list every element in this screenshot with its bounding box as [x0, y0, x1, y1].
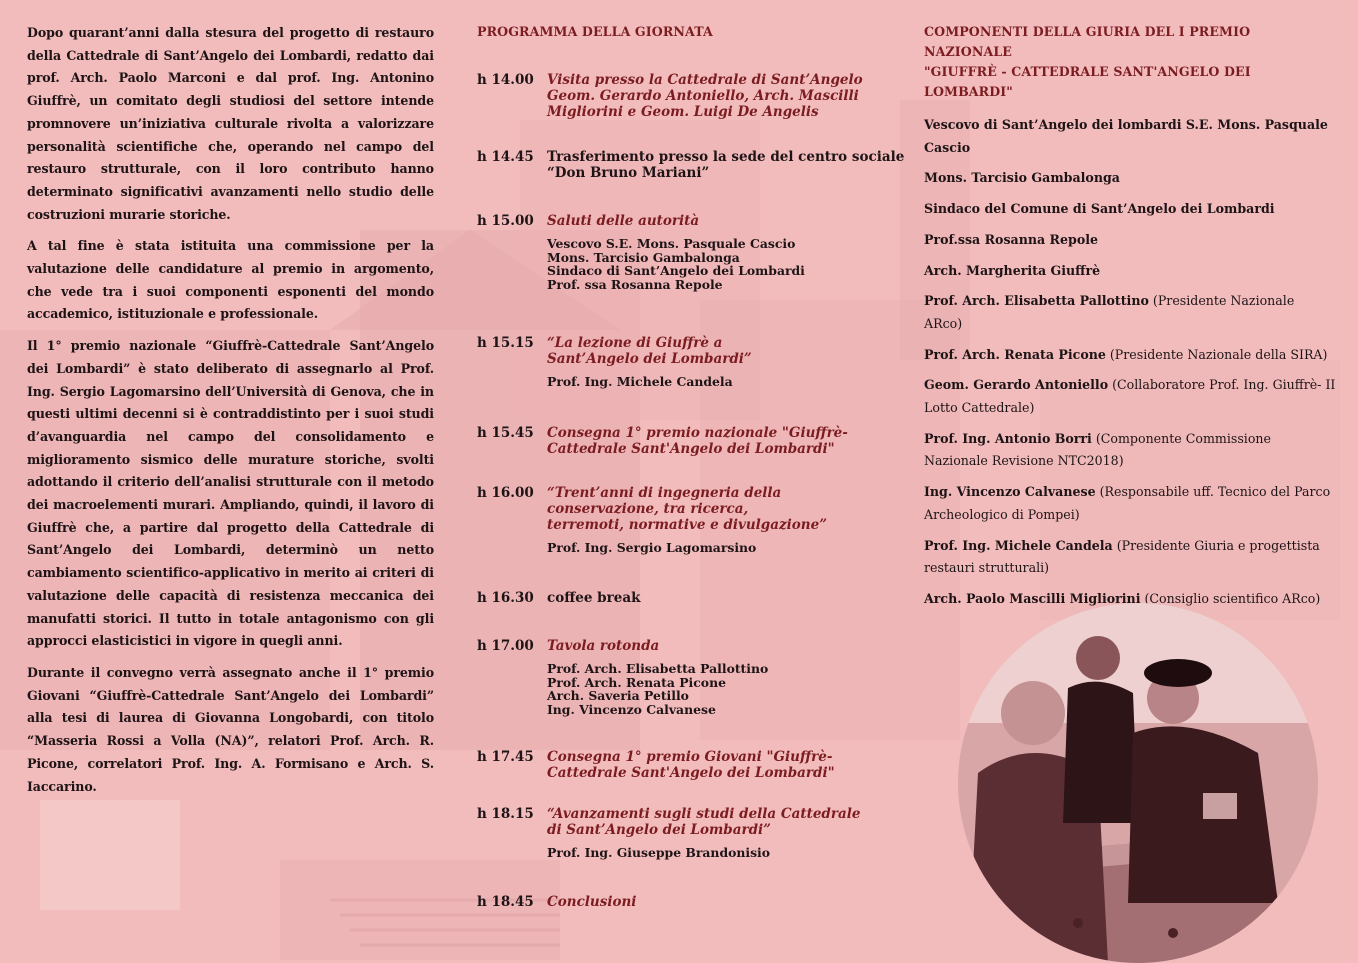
programme-title-text: Consegna 1° premio nazionale "Giuffrè-Cattedrale Sant'Angelo dei Lombardi": [547, 425, 848, 457]
jury-member: Sindaco del Comune di Sant’Angelo dei Lombardi: [924, 201, 1275, 217]
intro-paragraph: Il 1° premio nazionale “Giuffrè-Cattedrale Sant’Angelo dei Lombardi” è stato deliberato di assegnarlo al Prof. Ing. Sergio Lagomarsino dell’Università di Genova, che in questi ultimi decenni si è contraddistinto per i suoi studi d’avanguardia nel campo del consolidamento e miglioramento sismico delle murature storiche, svolti adottando il criterio dell’analisi strutturale con il metodo dei macroelementi murari. Ampliando, quindi, il lavoro di Giuffrè che, a partire dal progetto della Cattedrale di Sant’Angelo dei Lombardi, determinò un netto cambiamento scientifico-applicativo in merito ai criteri di valutazione delle capacità di resistenza meccanica dei manufatti storici. Il tutto in totale antagonismo con gli approcci elasticistici in vigore in quegli anni.: [27, 338, 434, 649]
programme-title-text: “La lezione di Giuffrè a Sant’Angelo dei Lombardi”: [547, 335, 752, 367]
jury-member: Arch. Paolo Mascilli Migliorini (Consiglio scientifico ARco): [924, 590, 1321, 606]
programme-item: [477, 749, 907, 781]
programme-item: [477, 590, 907, 606]
programme-speaker: Sindaco di Sant’Angelo dei Lombardi: [547, 263, 805, 278]
jury-member: Geom. Gerardo Antoniello (Collaboratore Prof. Ing. Giuffrè- II Lotto Cattedrale): [924, 377, 1336, 416]
jury-member: Vescovo di Sant’Angelo dei lombardi S.E. Mons. Pasquale Cascio: [924, 117, 1328, 155]
jury-member: Prof.ssa Rosanna Repole: [924, 231, 1099, 247]
programme-speaker: Prof. Arch. Elisabetta Pallottino: [547, 661, 769, 676]
programme-speaker: Prof. Arch. Renata Picone: [547, 674, 726, 690]
programme-speaker: Ing. Vincenzo Calvanese: [547, 701, 716, 717]
programme-item: [477, 213, 907, 291]
jury-member: Prof. Arch. Elisabetta Pallottino (Presidente Nazionale ARco): [924, 293, 1295, 331]
programme-item: [477, 425, 907, 457]
jury-member: Ing. Vincenzo Calvanese (Responsabile uff. Tecnico del Parco Archeologico di Pompei): [924, 484, 1331, 522]
programme-speaker: Prof. Ing. Sergio Lagomarsino: [547, 540, 757, 555]
intro-column: [27, 22, 434, 807]
programme-time: h 15.15: [477, 335, 534, 351]
programme-title-text: Visita presso la Cattedrale di Sant’Angelo Geom. Gerardo Antoniello, Arch. Mascilli Migliorini e Geom. Luigi De Angelis: [547, 72, 863, 120]
programme-item: [477, 638, 907, 716]
intro-paragraph: A tal fine è stata istituita una commissione per la valutazione delle candidature al premio in argomento, che vede tra i suoi componenti esponenti del mondo accademico, istituzionale e professionale.: [27, 238, 434, 322]
jury-member: Arch. Margherita Giuffrè: [924, 262, 1101, 278]
programme-item: [477, 335, 907, 389]
programme-item: [477, 149, 907, 181]
intro-paragraph: Dopo quarant’anni dalla stesura del progetto di restauro della Cattedrale di Sant’Angelo dei Lombardi, redatto dai prof. Arch. Paolo Marconi e dal prof. Ing. Antonino Giuffrè, un comitato degli studiosi del settore intende promnovere un’iniziativa culturale rivolta a valorizzare personalità scientifiche che, operando nel campo del restauro strutturale, con il loro contributo hanno determinato significativi avanzamenti nello studio delle costruzioni murarie storiche.: [27, 25, 434, 222]
programme-speaker: Prof. ssa Rosanna Repole: [547, 276, 723, 292]
programme-item: [477, 806, 907, 860]
programme-time: h 15.00: [477, 213, 534, 229]
intro-paragraph: Durante il convegno verrà assegnato anche il 1° premio Giovani “Giuffrè-Cattedrale Sant’Angelo dei Lombardi” alla tesi di laurea di Giovanna Longobardi, con titolo “Masseria Rossi a Volla (NA)”, relatori Prof. Arch. R. Picone, correlatori Prof. Ing. A. Formisano e Arch. S. Iaccarino.: [27, 664, 434, 794]
programme-time: h 17.45: [477, 749, 534, 765]
programme-title-text: coffee break: [547, 590, 641, 606]
programme-time: h 16.00: [477, 485, 534, 501]
jury-member: Mons. Tarcisio Gambalonga: [924, 170, 1120, 186]
programme-time: h 18.45: [477, 894, 534, 910]
programme-speaker: Prof. Ing. Michele Candela: [547, 374, 733, 389]
programme-time: h 18.15: [477, 806, 534, 822]
programme-title-text: “Avanzamenti sugli studi della Cattedrale di Sant’Angelo dei Lombardi”: [547, 806, 861, 838]
jury-title-line: "GIUFFRÈ - CATTEDRALE SANT'ANGELO DEI LOMBARDI": [924, 64, 1251, 99]
programme-title-text: Conclusioni: [547, 894, 637, 910]
programme-column: [477, 22, 907, 910]
programme-time: h 14.45: [477, 149, 534, 165]
circular-photo: [958, 603, 1318, 963]
programme-time: h 17.00: [477, 638, 534, 654]
programme-time: h 14.00: [477, 72, 534, 88]
programme-title: PROGRAMMA DELLA GIORNATA: [477, 24, 713, 39]
programme-item: [477, 485, 907, 555]
programme-title-text: Trasferimento presso la sede del centro sociale “Don Bruno Mariani”: [547, 149, 905, 181]
programme-time: h 16.30: [477, 590, 534, 606]
programme-speaker: Prof. Ing. Giuseppe Brandonisio: [547, 845, 771, 860]
programme-item: [477, 894, 907, 910]
programme-title-text: Consegna 1° premio Giovani "Giuffrè-Cattedrale Sant'Angelo dei Lombardi": [547, 749, 835, 781]
jury-title-line: COMPONENTI DELLA GIURIA DEL I PREMIO NAZIONALE: [924, 24, 1251, 59]
programme-speaker: Vescovo S.E. Mons. Pasquale Cascio: [547, 236, 796, 251]
jury-member: Prof. Arch. Renata Picone (Presidente Nazionale della SIRA): [924, 346, 1328, 362]
jury-member: Prof. Ing. Antonio Borri (Componente Commissione Nazionale Revisione NTC2018): [924, 430, 1271, 469]
jury-member: Prof. Ing. Michele Candela (Presidente Giuria e progettista restauri strutturali): [924, 537, 1320, 576]
programme-speaker: Mons. Tarcisio Gambalonga: [547, 249, 740, 265]
programme-title-text: Saluti delle autorità: [547, 213, 700, 229]
jury-column: [924, 22, 1336, 619]
programme-speaker: Arch. Saveria Petillo: [547, 688, 689, 703]
programme-time: h 15.45: [477, 425, 534, 441]
programme-title-text: “Trent’anni di ingegneria della conservazione, tra ricerca, terremoti, normative e divulgazione”: [547, 485, 827, 533]
programme-item: [477, 72, 907, 120]
programme-title-text: Tavola rotonda: [547, 638, 660, 654]
